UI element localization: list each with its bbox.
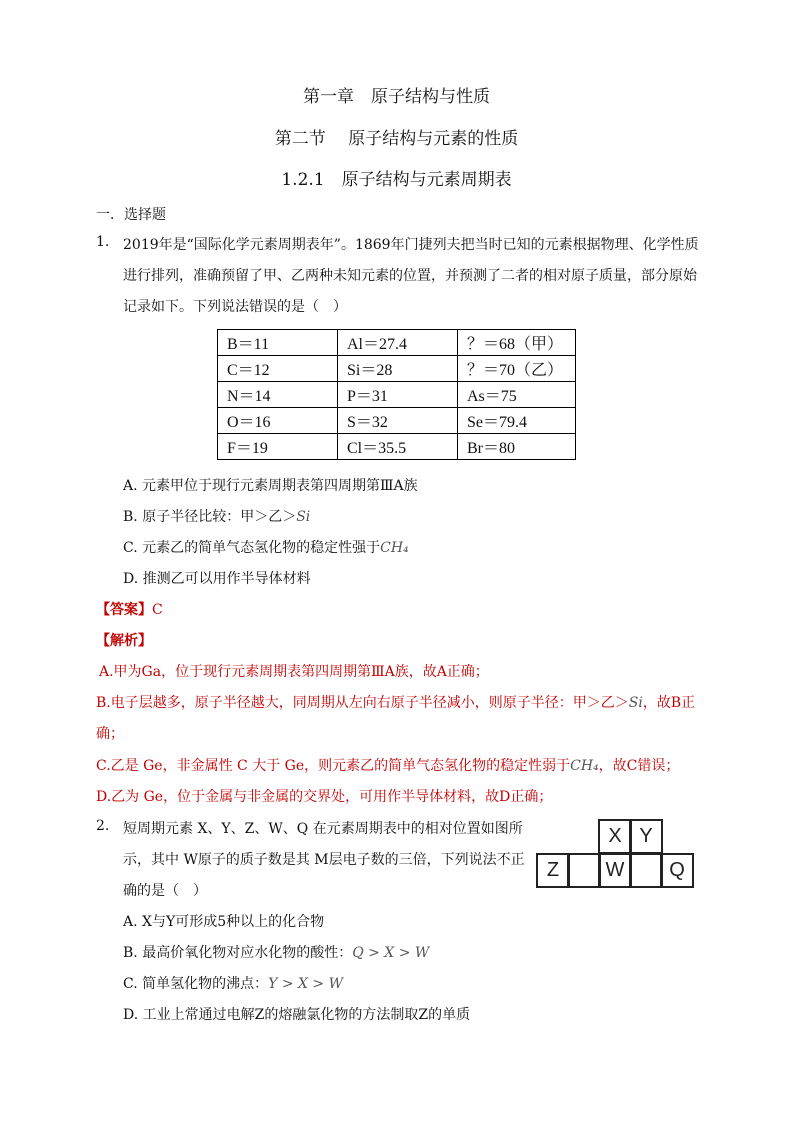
q1-option-d: D. 推测乙可以用作半导体材料 xyxy=(123,571,311,587)
periodic-position-diagram xyxy=(536,819,691,889)
analysis-c-math: CH₄ xyxy=(570,758,599,774)
q2-option-b xyxy=(123,942,429,962)
table-cell: P＝31 xyxy=(338,382,458,408)
element-table xyxy=(217,329,576,460)
table-row xyxy=(218,330,576,356)
q1-option-b xyxy=(123,506,310,526)
q2-option-b-text: B. 最高价氧化物对应水化物的酸性： xyxy=(123,945,353,961)
table-cell: Se＝79.4 xyxy=(458,408,576,434)
table-cell: Si＝28 xyxy=(338,356,458,382)
q1-answer xyxy=(96,599,163,619)
grid-cell-x: X xyxy=(598,819,632,854)
table-cell: C＝12 xyxy=(218,356,338,382)
lesson-title: 1.2.1 原子结构与元素周期表 xyxy=(281,170,512,190)
grid-cell-w: W xyxy=(598,853,632,888)
grid-cell-q: Q xyxy=(660,853,694,888)
table-row xyxy=(218,408,576,434)
analysis-c-text: C.乙是 Ge，非金属性 C 大于 Ge，则元素乙的简单气态氢化物的稳定性弱于 xyxy=(96,758,571,774)
table-cell: Br＝80 xyxy=(458,434,576,460)
q1-option-b-text: B. 原子半径比较：甲＞乙＞ xyxy=(123,509,297,525)
analysis-c xyxy=(96,755,679,775)
table-cell: N＝14 xyxy=(218,382,338,408)
analysis-b-suffix: ，故B正 xyxy=(642,695,696,711)
analysis-c-suffix: ，故C错误； xyxy=(598,758,680,774)
q2-option-c xyxy=(123,973,343,993)
analysis-b xyxy=(96,692,695,712)
answer-label: 【答案】 xyxy=(96,602,152,618)
grid-cell-empty xyxy=(567,853,601,888)
table-cell: As＝75 xyxy=(458,382,576,408)
q2-option-c-text: C. 简单氢化物的沸点： xyxy=(123,976,269,992)
table-row xyxy=(218,356,576,382)
answer-value: C xyxy=(152,602,163,618)
q1-option-c-text: C. 元素乙的简单气态氢化物的稳定性强于 xyxy=(123,540,381,556)
table-cell: B＝11 xyxy=(218,330,338,356)
grid-cell-y: Y xyxy=(629,819,663,854)
table-cell: Cl＝35.5 xyxy=(338,434,458,460)
q2-option-c-math: Y > X > W xyxy=(268,976,343,992)
table-cell: F＝19 xyxy=(218,434,338,460)
q1-option-c-math: CH₄ xyxy=(380,540,409,556)
table-cell: ？＝70（乙） xyxy=(458,356,576,382)
table-cell: Al＝27.4 xyxy=(338,330,458,356)
q2-text-line-2: 示，其中 W原子的质子数是其 M层电子数的三倍，下列说法不正 xyxy=(123,852,525,868)
q1-option-b-math: Si xyxy=(296,509,311,525)
grid-cell-z: Z xyxy=(536,853,570,888)
q2-text-line-1: 短周期元素 X、Y、Z、W、Q 在元素周期表中的相对位置如图所 xyxy=(123,821,523,837)
table-cell: O＝16 xyxy=(218,408,338,434)
q1-number: 1. xyxy=(96,234,110,250)
q1-option-a: A. 元素甲位于现行元素周期表第四周期第ⅢA族 xyxy=(123,478,418,494)
part-title: 一．选择题 xyxy=(96,207,166,223)
table-cell: ？＝68（甲） xyxy=(458,330,576,356)
q2-option-b-math: Q > X > W xyxy=(352,945,430,961)
q1-text-line-1: 2019年是“国际化学元素周期表年”。1869年门捷列夫把当时已知的元素根据物理、化学性质 xyxy=(123,237,699,253)
q2-option-a: A. X与Y可形成5种以上的化合物 xyxy=(123,914,325,930)
section-title: 第二节 原子结构与元素的性质 xyxy=(274,129,519,149)
table-row xyxy=(218,382,576,408)
q1-text-line-3: 记录如下。下列说法错误的是（ ） xyxy=(123,299,347,315)
chapter-title: 第一章 原子结构与性质 xyxy=(303,87,490,107)
q2-option-d: D. 工业上常通过电解Z的熔融氯化物的方法制取Z的单质 xyxy=(123,1007,471,1023)
grid-cell-empty xyxy=(629,853,663,888)
q1-option-c xyxy=(123,537,409,557)
analysis-d: D.乙为 Ge，位于金属与非金属的交界处，可用作半导体材料，故D正确； xyxy=(96,789,553,805)
table-row xyxy=(218,434,576,460)
table-cell: S＝32 xyxy=(338,408,458,434)
analysis-b-cont: 确； xyxy=(96,726,124,742)
q2-text-line-3: 确的是（ ） xyxy=(123,883,207,899)
analysis-b-text: B.电子层越多，原子半径越大，同周期从左向右原子半径减小，则原子半径：甲＞乙＞ xyxy=(96,695,629,711)
q1-text-line-2: 进行排列，准确预留了甲、乙两种未知元素的位置，并预测了二者的相对原子质量，部分原始 xyxy=(123,268,697,284)
analysis-label: 【解析】 xyxy=(96,633,152,649)
analysis-b-math: Si xyxy=(628,695,643,711)
q2-number: 2. xyxy=(96,818,110,834)
analysis-a: A.甲为Ga，位于现行元素周期表第四周期第ⅢA族，故A正确； xyxy=(99,664,489,680)
